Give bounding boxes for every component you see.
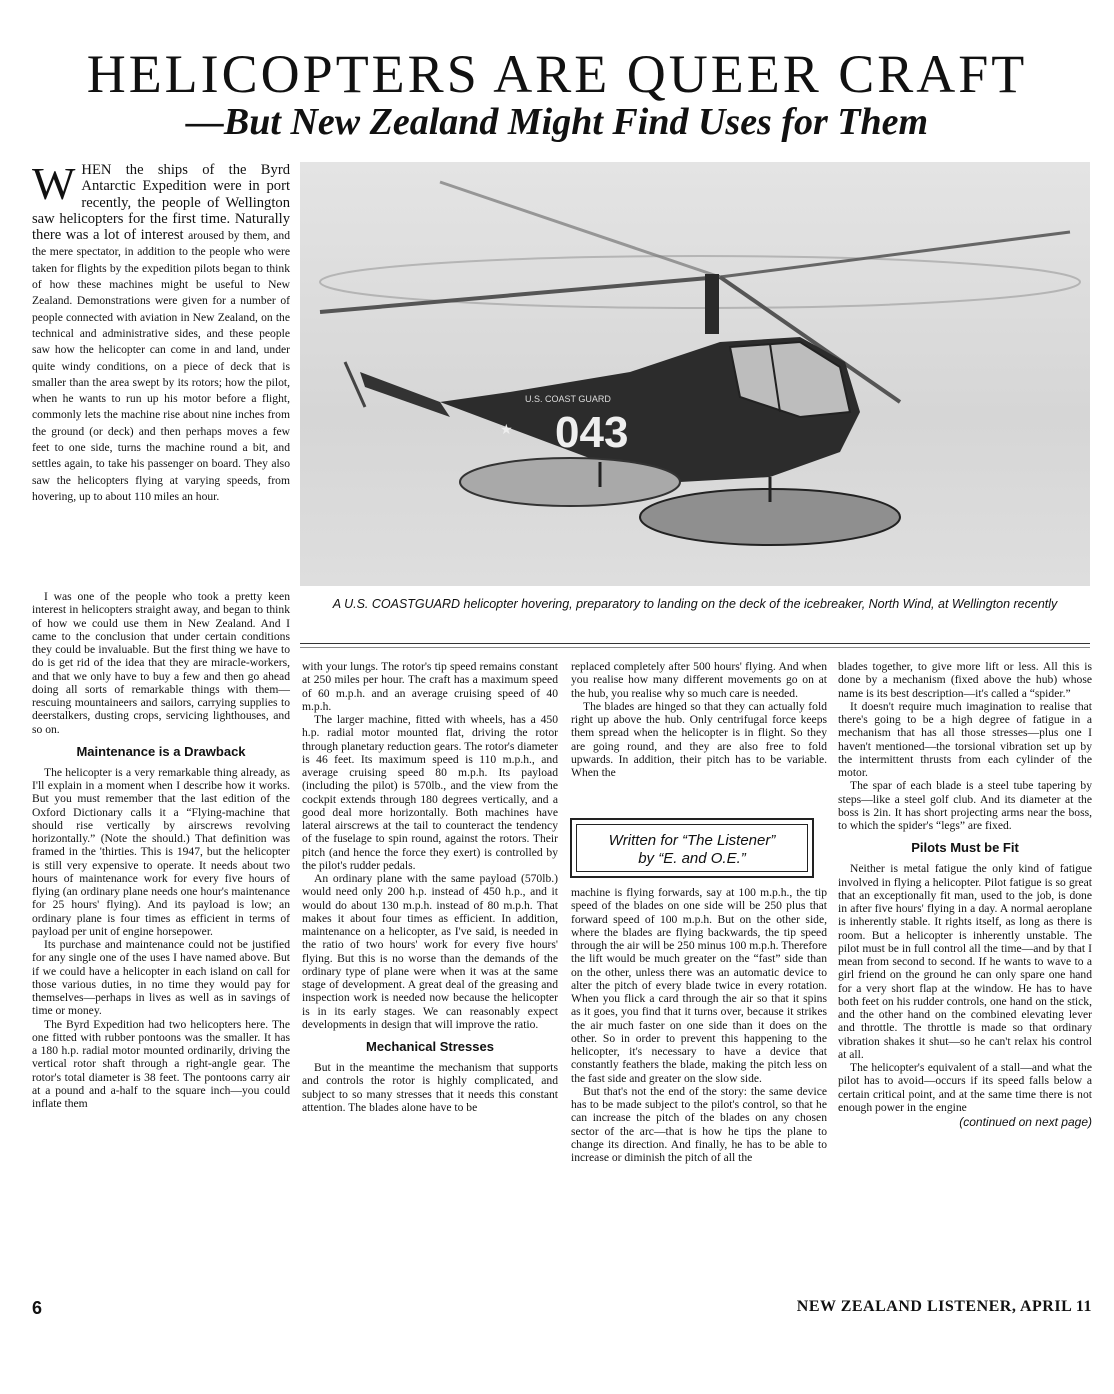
column-1-lower <box>32 590 290 1110</box>
tail-rotor <box>345 362 365 407</box>
continued-note: (continued on next page) <box>959 1115 1092 1129</box>
paragraph: I was one of the people who took a pretty keen interest in helicopters straight away, and began to think of how we could use them in New Zealand. And I came to the conclusion that under certain conditions they could be invaluable. But the first thing we have to do is get rid of the idea that they are miracle-workers, and that we only have to buy a few and then go ahead doing all sorts of remarkable things with them—rescuing mountaineers and sailors, carrying supplies to deerstalkers, dusting crops, servicing lighthouses, and so on. <box>32 590 290 736</box>
paragraph: The spar of each blade is a steel tube tapering by steps—like a steel golf club. And its diameter at the boss is 2in. It has short projecting arms near the boss, to which the spider's “legs” are fixed. <box>838 779 1092 832</box>
fuselage-number: 043 <box>555 408 629 457</box>
paragraph: An ordinary plane with the same payload (570lb.) would need only 200 h.p. instead of 450 h.p., and it would do about 130 m.p.h. instead of 80 m.p.h. That makes it about four times as efficient. In addition, maintenance on a helicopter, as I've said, is needed in the ratio of two hours' work for every five hours' flying. But this is no worse than the demands of the ordinary type of plane were when it was at the same stage of development. A great deal of the greasing and inspection work is needed now because the helicopter is in its early stages. We can reasonably expect developments in design that will improve the ratio. <box>302 872 558 1031</box>
divider-rule-thin <box>300 647 1090 648</box>
subheadline: —But New Zealand Might Find Uses for Them <box>185 101 929 143</box>
subheading-pilots: Pilots Must be Fit <box>911 840 1019 856</box>
column-1-upper <box>32 158 290 504</box>
paragraph: replaced completely after 500 hours' flying. And when you realise how many different movements go on at the hub, you realise why so much care is needed. <box>571 660 827 700</box>
drop-cap: W <box>32 158 76 209</box>
column-2 <box>302 660 558 1114</box>
paragraph: The helicopter is a very remarkable thing already, as I'll explain in a moment when I describe how it works. But you must remember that the last edition of the Oxford Dictionary calls it a “Flying-machine that should rise vertically by airscrews revolving horizontally.” (Note the should.) That definition was framed in the 'thirties. This is 1947, but the helicopter is still very expensive to operate. It needs about two hours of maintenance work for every five hours of flying (an ordinary plane needs one hour's maintenance for 25 hours' flying). And its payload is low; an ordinary plane is four times as efficient in terms of payload per unit of engine horsepower. <box>32 765 290 938</box>
byline-box-inner <box>576 824 808 872</box>
subheading-mechanical: Mechanical Stresses <box>366 1039 494 1054</box>
tail-marking: U.S. COAST GUARD <box>525 394 611 404</box>
paragraph: But that's not the end of the story: the same device has to be made subject to the pilot's control, so that he can increase the pitch of the blades on any chosen sector of the arc—that is how he tips the plane to change its direction. And finally, he has to be able to increase or diminish the pitch of all the <box>571 1084 827 1164</box>
paragraph: But in the meantime the mechanism that supports and controls the rotor is highly complicated, and subject to so many stresses that it needs this constant attention. The blades alone have to be <box>302 1061 558 1114</box>
byline-line-2: by “E. and O.E.” <box>638 850 746 867</box>
column-3-lower <box>571 886 827 1164</box>
byline-box <box>570 818 814 878</box>
divider-rule <box>300 643 1090 644</box>
opening-paragraph <box>32 158 290 504</box>
subheading-maintenance: Maintenance is a Drawback <box>76 743 246 759</box>
paragraph: Neither is metal fatigue the only kind of fatigue involved in flying a helicopter. Pilot fatigue is so great that an exceptionally fit man, used to the job, is done in after five hours' flying in a day. A normal aeroplane is inherently stable. It rights itself, as long as there is room. But a helicopter is inherently unstable. The pilot must be in full control all the time—and by that I mean from second to second. If he wants to wave to a girl friend on the ground he can only spare one hand for a very short flap at the window. He has to have both feet on his rudder controls, one hand on the stick, and the other hand on the combined elevating lever and throttle. The throttle is made so that ordinary vibration shakes it shut—so he can't relax his control at all. <box>838 862 1092 1061</box>
rotor-mast <box>705 274 719 334</box>
headline: HELICOPTERS ARE QUEER CRAFT <box>86 44 1028 104</box>
rotor-blade-right <box>720 232 1070 277</box>
rotor-blade-left <box>320 277 720 312</box>
paragraph: blades together, to give more lift or less. All this is done by a mechanism (fixed above the hub) whose name is its best description—it's called a “spider.” <box>838 660 1092 700</box>
pontoon-left <box>460 458 680 506</box>
paragraph: Its purchase and maintenance could not be justified for any single one of the uses I have named above. But if we could have a helicopter in each island on call for those various duties, in no time they would pay for themselves—perhaps in lives as well as in savings of time or money. <box>32 938 290 1018</box>
photo-caption: A U.S. COASTGUARD helicopter hovering, preparatory to landing on the deck of the icebreaker, North Wind, at Wellington recently <box>332 597 1058 611</box>
opening-lead: HEN the ships of the Byrd Antarctic Expedition were in port recently, the people of Wellington saw helicopters for the first time. Naturally there was a lot of interest <box>32 162 290 244</box>
helicopter-illustration <box>300 162 1090 586</box>
paragraph: The helicopter's equivalent of a stall—and what the pilot has to avoid—occurs if its speed falls below a certain critical point, and at the same time there is not enough power in the engine <box>838 1061 1092 1114</box>
helicopter-photo <box>300 162 1090 586</box>
paragraph: It doesn't require much imagination to realise that there's going to be a high degree of fatigue in a mechanism that has all those stresses—plus one I haven't mentioned—the torsional vibration set up by the intermittent thrusts from each cylinder of the motor. <box>838 699 1092 779</box>
page-number: 6 <box>32 1298 43 1318</box>
paragraph: with your lungs. The rotor's tip speed remains constant at 250 miles per hour. The craft has a maximum speed of 60 m.p.h. and an average cruising speed of 40 m.p.h. <box>302 660 558 713</box>
rotor-blade-back <box>440 182 720 277</box>
column-3-upper <box>571 660 827 779</box>
paragraph: The blades are hinged so that they can actually fold right up above the hub. Only centrifugal force keeps them spread when the helicopter is in flight. So they are going round, and they are also free to fold upwards. In addition, their pitch has to be variable. When the <box>571 699 827 779</box>
paragraph: The Byrd Expedition had two helicopters here. The one fitted with rubber pontoons was the smaller. It has a 180 h.p. radial motor mounted ordinarily, driving the vertical rotor shaft through a right-angle gear. The rotor's total diameter is 38 feet. The pontoons carry air at a pound and a-half to the square inch—you could inflate them <box>32 1017 290 1110</box>
byline-line-1: Written for “The Listener” <box>608 832 776 849</box>
paragraph: machine is flying forwards, say at 100 m.p.h., the tip speed of the blades on one side will be 250 plus that forward speed of 100 m.p.h. But on the other side, where the blades are flying backwards, the tip speed through the air will be 250 minus 100 m.p.h. Therefore the lift would be much greater on the “fast” side than on the other, unless there was an automatic device to alter the pitch of every blade twice in every rotation. When you flick a card through the air so that it spins as it goes, you find that it turns over, because it strikes the air much faster on one side than it does on the other. So in order to prevent this happening to the helicopter, it's necessary to have a device that constantly feathers the blade, making the pitch less on the fast side and greater on the slow side. <box>571 886 827 1085</box>
column-4 <box>838 660 1092 1129</box>
opening-rest: aroused by them, and the mere spectator, in addition to the people who were taken for flights by the expedition pilots began to think of how these machines might be useful to New Zealand. Demonstrations were given for a number of people connected with aviation in New Zealand, on the technical and administrative sides, and these people saw how the helicopter can come in and land, under quite windy conditions, on a piece of deck that is smaller than the area swept by its rotors; how the pilot, when he wants to run up his motor before a flight, commonly lets the machine rise about nine inches from the ground (or deck) and then perhaps moves a few feet to one side, turns the machine round a bit, and settles again, to take his passenger on board. They also saw the helicopters flying at varying speeds, from hovering, up to about 110 miles an hour. <box>32 229 290 503</box>
tail-boom <box>360 372 450 417</box>
paragraph: The larger machine, fitted with wheels, has a 450 h.p. radial motor mounted flat, driving the rotor through planetary reduction gears. The rotor's diameter is 46 feet. Its maximum speed is 110 m.p.h., and average cruising speed 80 m.p.h. Its payload (including the pilot) is 570lb., and the view from the cockpit extends through 180 degrees vertically, and a good deal more horizontally. Both machines have lateral airscrews at the tail to counteract the tendency of the fuselage to spin round, against the rotors. Their pitch (and hence the force they exert) is controlled by the pilot's rudder pedals. <box>302 713 558 872</box>
roundel-star: ★ <box>500 421 513 437</box>
publication-footer: NEW ZEALAND LISTENER, APRIL 11 <box>796 1298 1092 1315</box>
